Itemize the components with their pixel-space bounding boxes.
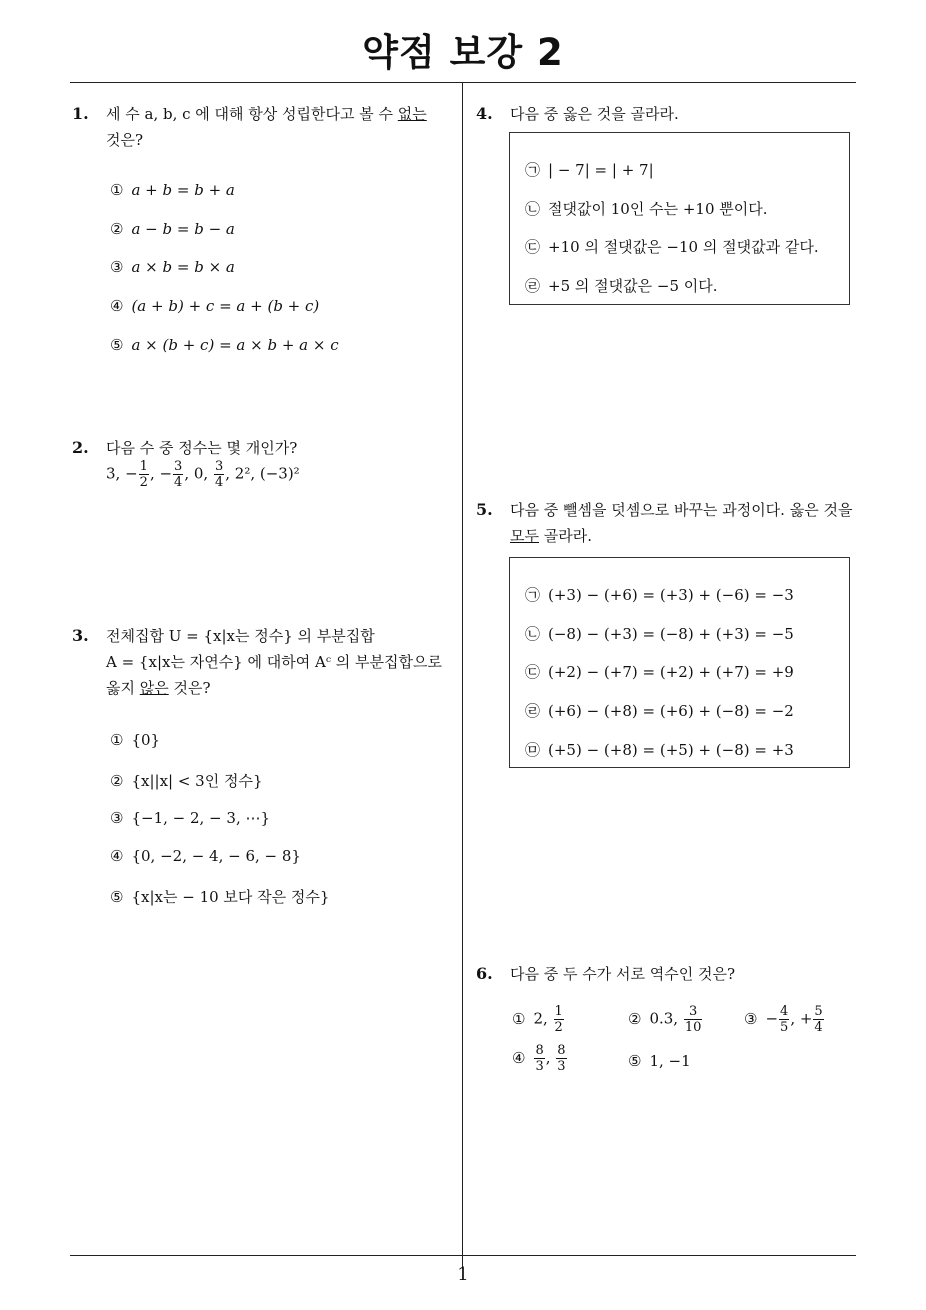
q4-item-3[interactable]: ㉢ +10 의 절댓값은 −10 의 절댓값과 같다. (525, 238, 819, 256)
fraction: $\frac{4}{5}$ (780, 1004, 789, 1035)
q3-stem-line1: 전체집합 U = {x|x는 정수} 의 부분집합 (106, 627, 375, 645)
fraction: $\frac{3}{10}$ (684, 1004, 702, 1035)
q1-option-1[interactable]: ① a + b = b + a (110, 181, 235, 199)
q5-item-3[interactable]: ㉢ (+2) − (+7) = (+2) + (+7) = +9 (525, 663, 794, 681)
q2-stem-line1: 다음 수 중 정수는 몇 개인가? (106, 439, 298, 457)
page-title: 약점 보강 2 (362, 31, 564, 74)
bottom-rule (70, 1255, 856, 1256)
q2-stem (106, 435, 300, 490)
top-rule (70, 82, 856, 83)
q5-item-1[interactable]: ㉠ (+3) − (+6) = (+3) + (−6) = −3 (525, 586, 794, 604)
q3-stem-line2: A = {x|x는 자연수} 에 대하여 Aᶜ 의 부분집합으로 (106, 653, 442, 671)
fraction: $\frac{8}{3}$ (535, 1043, 544, 1074)
q3-option-2[interactable]: ② {x||x| < 3인 정수} (110, 772, 263, 790)
q1-number: 1. (72, 104, 89, 123)
q1-option-5[interactable]: ⑤ a × (b + c) = a × b + a × c (110, 336, 339, 354)
page-number: 1 (457, 1264, 469, 1285)
q4-stem (510, 101, 679, 127)
q3-option-1[interactable]: ① {0} (110, 731, 161, 749)
q1-stem-line2: 것은? (106, 131, 144, 149)
q3-stem: 전체집합 U = {x|x는 정수} 의 부분집합 A = {x|x는 자연수} 에 대하여 Aᶜ 의 부분집합으로 옳지 않은 것은? (106, 623, 442, 701)
q6-option-5[interactable]: ⑤ 1, −1 (628, 1052, 691, 1070)
q3-stem-underline: 않은 (139, 679, 169, 697)
q5-stem: 다음 중 뺄셈을 덧셈으로 바꾸는 과정이다. 옳은 것을 모두 골라라. (510, 497, 852, 549)
q6-stem-line1: 다음 중 두 수가 서로 역수인 것은? (510, 965, 736, 983)
q4-item-4[interactable]: ㉣ +5 의 절댓값은 −5 이다. (525, 277, 718, 295)
q6-number: 6. (476, 964, 493, 983)
q3-number: 3. (72, 626, 89, 645)
q4-stem-line1: 다음 중 옳은 것을 골라라. (510, 105, 679, 123)
q5-item-2[interactable]: ㉡ (−8) − (+3) = (−8) + (+3) = −5 (525, 625, 794, 643)
fraction: $\frac{3}{4}$ (174, 459, 183, 490)
fraction: $\frac{3}{4}$ (214, 459, 224, 490)
q5-item-5[interactable]: ㉤ (+5) − (+8) = (+5) + (−8) = +3 (525, 741, 794, 759)
q1-option-2[interactable]: ② a − b = b − a (110, 220, 235, 238)
q5-stem-line1: 다음 중 뺄셈을 덧셈으로 바꾸는 과정이다. 옳은 것을 (510, 501, 853, 519)
fraction: $\frac{5}{4}$ (814, 1004, 823, 1035)
q6-option-2[interactable]: ② 0.3, $\frac{3}{10}$ (628, 1004, 702, 1035)
q6-option-3[interactable]: ③ − $\frac{4}{5}$ , + $\frac{5}{4}$ (744, 1004, 823, 1035)
q1-stem-underline: 없는 (397, 105, 427, 123)
q6-option-4[interactable]: ④ $\frac{8}{3}$ , $\frac{8}{3}$ (512, 1043, 566, 1074)
q5-stem-underline: 모두 (510, 527, 539, 545)
q4-item-2[interactable]: ㉡ 절댓값이 10인 수는 +10 뿐이다. (525, 200, 768, 218)
fraction: $\frac{1}{2}$ (139, 459, 148, 490)
q2-number: 2. (72, 438, 89, 457)
q3-option-3[interactable]: ③ {−1, − 2, − 3, ⋯} (110, 809, 271, 827)
column-divider (462, 83, 463, 1269)
q6-stem (510, 961, 735, 987)
q4-item-1[interactable]: ㉠ | − 7| = | + 7| (525, 161, 654, 179)
q4-number: 4. (476, 104, 493, 123)
q5-item-4[interactable]: ㉣ (+6) − (+8) = (+6) + (−8) = −2 (525, 702, 794, 720)
q6-option-1[interactable]: ① 2, $\frac{1}{2}$ (512, 1004, 563, 1035)
q1-option-4[interactable]: ④ (a + b) + c = a + (b + c) (110, 297, 320, 315)
q1-stem-line1: 세 수 a, b, c 에 대해 항상 성립한다고 볼 수 (106, 105, 398, 123)
q5-number: 5. (476, 500, 493, 519)
q1-stem (106, 101, 427, 153)
q1-option-3[interactable]: ③ a × b = b × a (110, 258, 235, 276)
fraction: $\frac{1}{2}$ (554, 1004, 563, 1035)
fraction: $\frac{8}{3}$ (557, 1043, 566, 1074)
q3-option-4[interactable]: ④ {0, −2, − 4, − 6, − 8} (110, 847, 301, 865)
q2-number-list: 3, − $\frac{1}{2}$ , − $\frac{3}{4}$ , 0, $\frac{3}{4}$ , 2², (−3)² (106, 459, 300, 490)
q3-option-5[interactable]: ⑤ {x|x는 − 10 보다 작은 정수} (110, 888, 330, 906)
